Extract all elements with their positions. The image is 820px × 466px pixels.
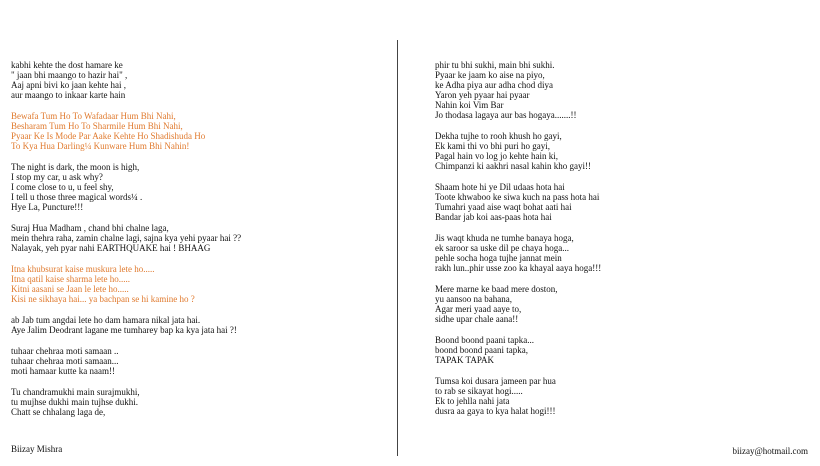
right-column	[435, 60, 805, 427]
poem-line: Pyaar Ke Is Mode Par Aake Kehte Ho Shadishuda Ho	[11, 131, 206, 141]
poem-stanza	[435, 131, 805, 171]
poem-line: Ek to jehlla nahi jata	[435, 396, 510, 406]
poem-line: Toote khwaboo ke siwa kuch na pass hota hai	[435, 192, 600, 202]
poem-line: Tumahri yaad aise waqt bohat aati hai	[435, 202, 572, 212]
column-divider	[397, 40, 398, 456]
poem-line: Shaam hote hi ye Dil udaas hota hai	[435, 182, 565, 192]
poem-line: ke Adha piya aur adha chod diya	[435, 80, 553, 90]
poem-line: boond boond paani tapka,	[435, 345, 528, 355]
poem-line: Suraj Hua Madham , chand bhi chalne laga,	[11, 223, 169, 233]
poem-line: dusra aa gaya to kya halat hogi!!!	[435, 406, 556, 416]
poem-line: Dekha tujhe to rooh khush ho gayi,	[435, 131, 562, 141]
poem-line: Kitni aasani se Jaan le lete ho.....	[11, 284, 129, 294]
poem-stanza	[435, 284, 805, 324]
poem-line: sidhe upar chale aana!!	[435, 314, 519, 324]
poem-line: I tell u those three magical words¼ .	[11, 192, 143, 202]
poem-line: Itna khubsurat kaise muskura lete ho.....	[11, 264, 155, 274]
poem-line: yu aansoo na bahana,	[435, 294, 512, 304]
poem-line: kabhi kehte the dost hamare ke	[11, 60, 123, 70]
poem-line: Bandar jab koi aas-paas hota hai	[435, 212, 552, 222]
poem-line: moti hamaar kutte ka naam!!	[11, 366, 115, 376]
poem-stanza	[11, 264, 391, 304]
poem-line: Pagal hain vo log jo kehte hain ki,	[435, 151, 558, 161]
poem-line: mein thehra raha, zamin chalne lagi, sajna kya yehi pyaar hai ??	[11, 233, 242, 243]
poem-line: I come close to u, u feel shy,	[11, 182, 114, 192]
poem-line: Besharam Tum Ho To Sharmile Hum Bhi Nahi,	[11, 121, 183, 131]
poem-line: To Kya Hua Darling¼ Kunware Hum Bhi Nahin!	[11, 141, 190, 151]
author-name: Biizay Mishra	[11, 444, 63, 454]
poem-line: Kisi ne sikhaya hai... ya bachpan se hi kamine ho ?	[11, 294, 195, 304]
poem-stanza	[11, 315, 391, 335]
poem-line: pehle socha hoga tujhe jannat mein	[435, 253, 562, 263]
poem-stanza	[435, 60, 805, 120]
poem-line: Yaron yeh pyaar hai pyaar	[435, 90, 530, 100]
poem-line: tuhaar chehraa moti samaan ..	[11, 346, 119, 356]
poem-line: Aaj apni bivi ko jaan kehte hai ,	[11, 80, 126, 90]
poem-line: I stop my car, u ask why?	[11, 172, 103, 182]
poem-stanza	[11, 60, 391, 100]
poem-line: Tumsa koi dusara jameen par hua	[435, 376, 556, 386]
poem-line: Agar meri yaad aaye to,	[435, 304, 522, 314]
poem-line: Chimpanzi ki aakhri nasal kahin kho gayi!!	[435, 161, 591, 171]
poem-stanza	[11, 162, 391, 212]
poem-stanza	[11, 223, 391, 253]
poem-line: Boond boond paani tapka...	[435, 335, 534, 345]
left-column	[11, 60, 391, 428]
poem-line: phir tu bhi sukhi, main bhi sukhi.	[435, 60, 555, 70]
poem-stanza	[11, 387, 391, 417]
poem-line: " jaan bhi maango to hazir hai" ,	[11, 70, 128, 80]
poem-line: Mere marne ke baad mere doston,	[435, 284, 558, 294]
poem-line: to rab se sikayat hogi.....	[435, 386, 523, 396]
poem-line: Jo thodasa lagaya aur bas hogaya.......!!	[435, 110, 577, 120]
poem-line: tuhaar chehraa moti samaan...	[11, 356, 119, 366]
poem-line: Chatt se chhalang laga de,	[11, 407, 106, 417]
author-email: biizay@hotmail.com	[732, 446, 808, 456]
poem-line: tu mujhse dukhi main tujhse dukhi.	[11, 397, 138, 407]
poem-line: Hye La, Puncture!!!	[11, 202, 84, 212]
poem-line: Bewafa Tum Ho To Wafadaar Hum Bhi Nahi,	[11, 111, 176, 121]
poem-line: Aye Jalim Deodrant lagane me tumharey bap ka kya jata hai ?!	[11, 325, 237, 335]
poem-stanza	[435, 376, 805, 416]
poem-line: ek saroor sa uske dil pe chaya hoga...	[435, 243, 569, 253]
poem-line: Nahin koi Vim Bar	[435, 100, 504, 110]
poem-stanza	[435, 182, 805, 222]
poem-line: TAPAK TAPAK	[435, 355, 494, 365]
poem-line: Tu chandramukhi main surajmukhi,	[11, 387, 140, 397]
poem-line: aur maango to inkaar karte hain	[11, 90, 126, 100]
poem-line: Itna qatil kaise sharma lete ho.....	[11, 274, 130, 284]
poem-line: Pyaar ke jaam ko aise na piyo,	[435, 70, 545, 80]
poem-line: rakh lun..phir usse zoo ka khayal aaya hoga!!!	[435, 263, 602, 273]
poem-line: ab Jab tum angdai lete ho dam hamara nikal jata hai.	[11, 315, 201, 325]
poem-stanza	[435, 335, 805, 365]
poem-stanza	[435, 233, 805, 273]
poem-stanza	[11, 346, 391, 376]
poem-line: Nalayak, yeh pyar nahi EARTHQUAKE hai ! BHAAG	[11, 243, 211, 253]
poem-line: The night is dark, the moon is high,	[11, 162, 140, 172]
poem-line: Jis waqt khuda ne tumhe banaya hoga,	[435, 233, 574, 243]
poem-line: Ek kami thi vo bhi puri ho gayi,	[435, 141, 550, 151]
poem-stanza	[11, 111, 391, 151]
